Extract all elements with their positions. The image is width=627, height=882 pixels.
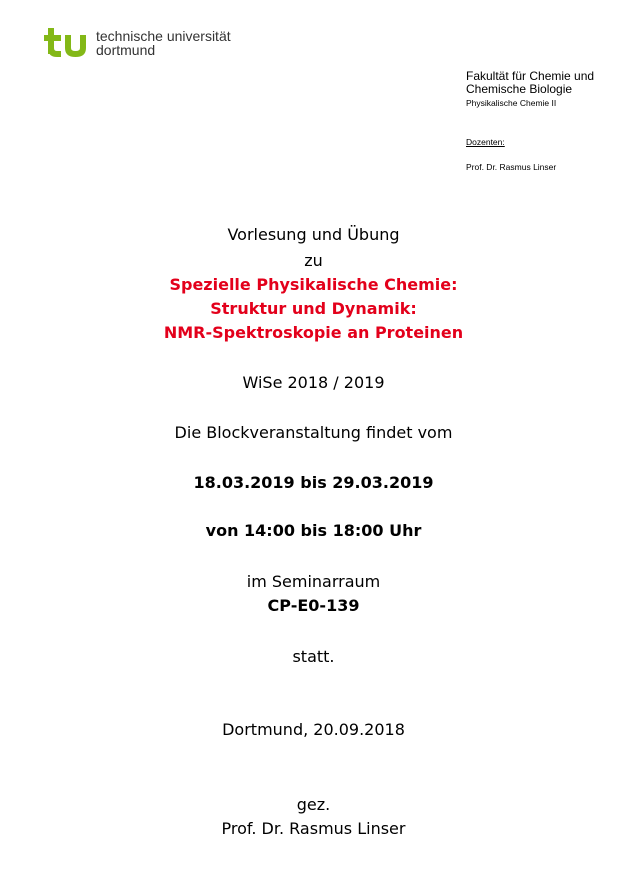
tu-logo-icon xyxy=(44,26,90,60)
room-name: CP-E0-139 xyxy=(267,596,360,615)
semester-line: WiSe 2018 / 2019 xyxy=(242,373,385,392)
lecturer-name: Prof. Dr. Rasmus Linser xyxy=(466,162,557,172)
time-range: von 14:00 bis 18:00 Uhr xyxy=(205,521,422,540)
place-date-line: Dortmund, 20.09.2018 xyxy=(222,720,405,739)
lecturers-label: Dozenten: xyxy=(466,137,505,147)
course-title-line-1: Spezielle Physikalische Chemie: xyxy=(169,275,458,294)
logo-line-1: technische universität xyxy=(96,28,231,44)
zu-line: zu xyxy=(304,251,323,270)
logo-line-2: dortmund xyxy=(96,42,156,58)
intro-line: Vorlesung und Übung xyxy=(227,225,400,244)
faculty-name-line-1: Fakultät für Chemie und xyxy=(466,69,595,83)
room-intro-line: im Seminarraum xyxy=(246,572,381,591)
signature-name: Prof. Dr. Rasmus Linser xyxy=(221,819,406,838)
faculty-name-line-2: Chemische Biologie xyxy=(466,82,573,96)
course-title-line-3: NMR-Spektroskopie an Proteinen xyxy=(163,323,464,342)
faculty-block xyxy=(466,70,624,172)
chair-name: Physikalische Chemie II xyxy=(466,98,557,108)
closing-line: statt. xyxy=(292,647,335,666)
signed-line: gez. xyxy=(296,795,331,814)
logo-wordmark xyxy=(96,29,231,57)
date-range: 18.03.2019 bis 29.03.2019 xyxy=(193,473,434,492)
university-logo xyxy=(44,26,231,60)
course-title-line-2: Struktur und Dynamik: xyxy=(210,299,417,318)
block-intro-line: Die Blockveranstaltung findet vom xyxy=(174,423,453,442)
